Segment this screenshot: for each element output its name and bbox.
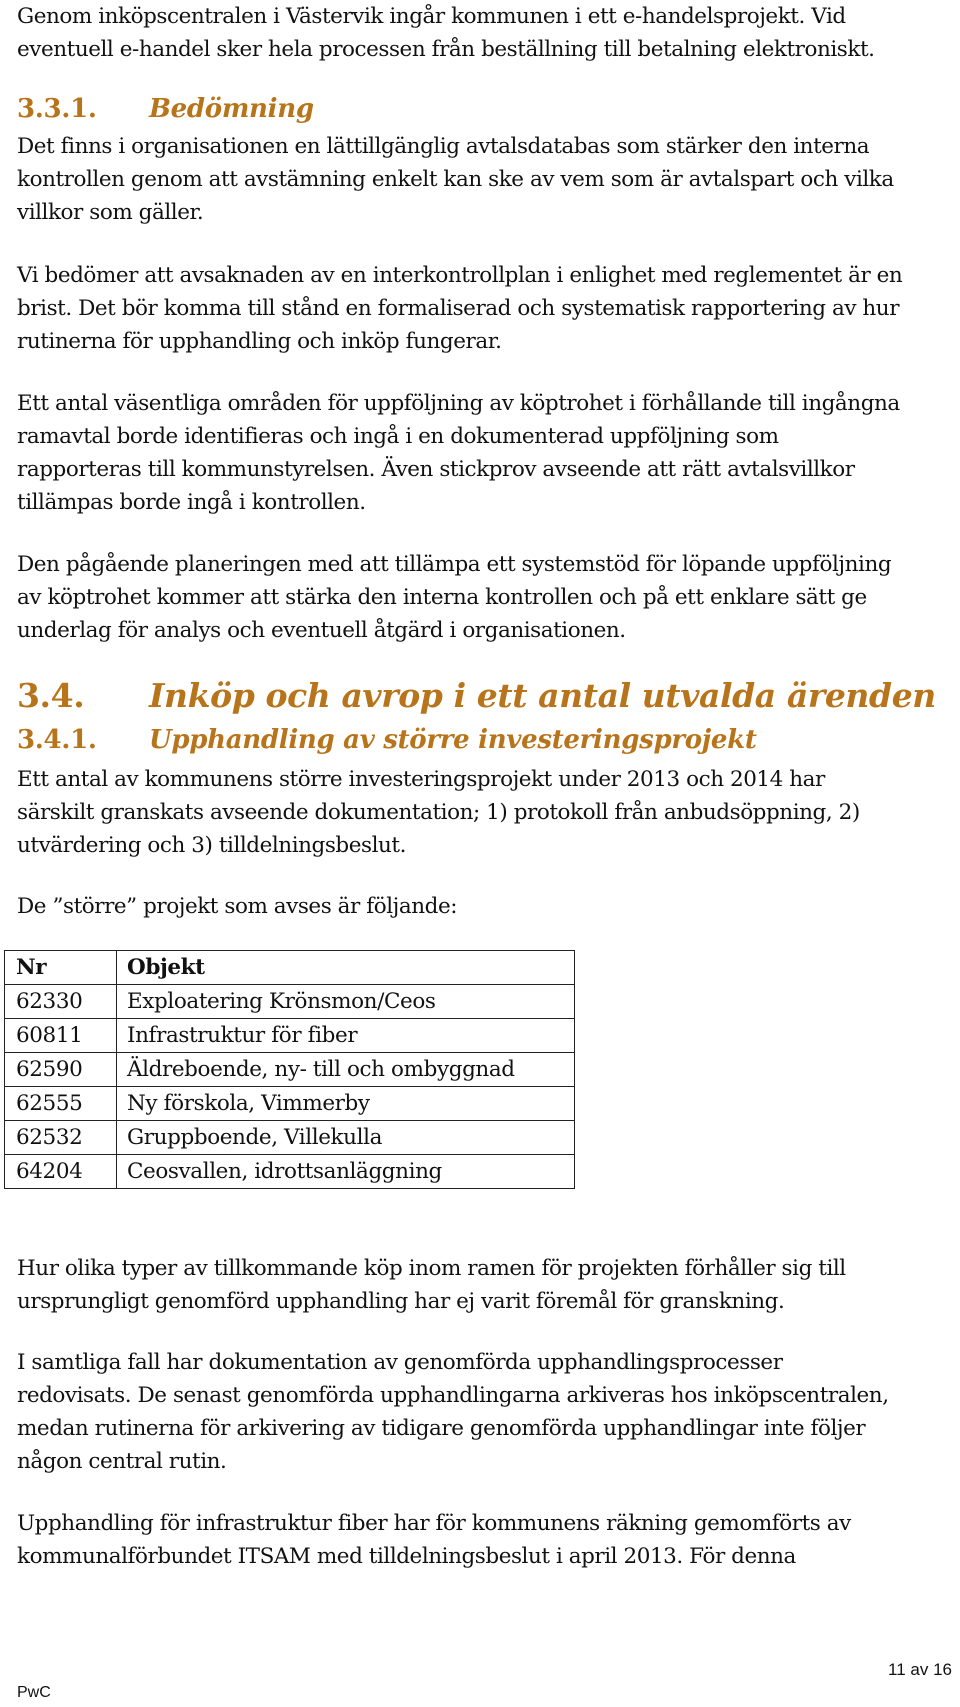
text-line: utvärdering och 3) tilldelningsbeslut. [17, 833, 406, 858]
table-row [5, 1019, 575, 1053]
heading-title: Upphandling av större investeringsprojekt [149, 725, 757, 755]
text-line: brist. Det bör komma till stånd en formaliserad och systematisk rapportering av hur [17, 296, 900, 321]
text-line: Vi bedömer att avsaknaden av en interkontrollplan i enlighet med reglementet är en [17, 263, 903, 288]
heading-3-4-1 [17, 723, 757, 757]
paragraph-intro [17, 0, 952, 66]
text-line: ramavtal borde identifieras och ingå i en dokumenterad uppföljning som [17, 424, 779, 449]
cell-objekt: Ny förskola, Vimmerby [117, 1087, 575, 1121]
text-line: Det finns i organisationen en lättillgänglig avtalsdatabas som stärker den interna [17, 134, 870, 159]
cell-objekt: Äldreboende, ny- till och ombyggnad [117, 1053, 575, 1087]
text-line: rapporteras till kommunstyrelsen. Även stickprov avseende att rätt avtalsvillkor [17, 457, 855, 482]
table-header-row [5, 951, 575, 985]
page-number: 11 av 16 [888, 1660, 952, 1679]
text-line: Upphandling för infrastruktur fiber har för kommunens räkning gemomförts av [17, 1511, 851, 1536]
paragraph-additional-purchases [17, 1252, 952, 1318]
table-row [5, 1155, 575, 1189]
cell-objekt: Gruppboende, Villekulla [117, 1121, 575, 1155]
text-line: tillämpas borde ingå i kontrollen. [17, 490, 366, 515]
paragraph-assessment-4 [17, 548, 952, 647]
table-row [5, 985, 575, 1019]
paragraph-assessment-3 [17, 387, 952, 519]
cell-nr: 60811 [5, 1019, 117, 1053]
cell-nr: 62590 [5, 1053, 117, 1087]
text-line: redovisats. De senast genomförda upphandlingarna arkiveras hos inköpscentralen, [17, 1383, 889, 1408]
paragraph-text [17, 1346, 952, 1478]
text-line: Hur olika typer av tillkommande köp inom ramen för projekten förhåller sig till [17, 1256, 846, 1281]
paragraph-text [17, 548, 952, 647]
text-line: Ett antal väsentliga områden för uppföljning av köptrohet i förhållande till ingångna [17, 391, 900, 416]
paragraph-text [17, 387, 952, 519]
heading-number: 3.3.1. [17, 94, 97, 124]
text-line: av köptrohet kommer att stärka den interna kontrollen och på ett enklare sätt ge [17, 585, 867, 610]
cell-objekt: Infrastruktur för fiber [117, 1019, 575, 1053]
column-header-objekt: Objekt [117, 951, 575, 985]
cell-objekt: Exploatering Krönsmon/Ceos [117, 985, 575, 1019]
heading-number: 3.4.1. [17, 725, 97, 755]
cell-objekt: Ceosvallen, idrottsanläggning [117, 1155, 575, 1189]
heading-3-3-1 [17, 92, 314, 126]
text-line: rutinerna för upphandling och inköp fungerar. [17, 329, 502, 354]
table-row [5, 1053, 575, 1087]
paragraph-projects-intro [17, 763, 952, 862]
text-line: särskilt granskats avseende dokumentation; 1) protokoll från anbudsöppning, 2) [17, 800, 860, 825]
text-line: I samtliga fall har dokumentation av genomförda upphandlingsprocesser [17, 1350, 783, 1375]
text-line: Ett antal av kommunens större investeringsprojekt under 2013 och 2014 har [17, 767, 825, 792]
heading-title: Inköp och avrop i ett antal utvalda ärenden [149, 676, 936, 715]
text-line: Den pågående planeringen med att tillämpa ett systemstöd för löpande uppföljning [17, 552, 892, 577]
paragraph-text [17, 130, 952, 229]
cell-nr: 62555 [5, 1087, 117, 1121]
text-line: Genom inköpscentralen i Västervik ingår kommunen i ett e-handelsprojekt. Vid [17, 4, 846, 29]
text-line: kommunalförbundet ITSAM med tilldelningsbeslut i april 2013. För denna [17, 1544, 796, 1569]
paragraph-assessment-1 [17, 130, 952, 229]
text-line: eventuell e-handel sker hela processen från beställning till betalning elektroniskt. [17, 37, 875, 62]
paragraph-text [17, 259, 952, 358]
table-row [5, 1121, 575, 1155]
paragraph-text [17, 890, 952, 923]
heading-3-4 [17, 675, 936, 717]
heading-title: Bedömning [149, 94, 314, 124]
paragraph-documentation [17, 1346, 952, 1478]
text-line: villkor som gäller. [17, 200, 204, 225]
paragraph-fiber [17, 1507, 952, 1573]
paragraph-assessment-2 [17, 259, 952, 358]
paragraph-text [17, 1507, 952, 1573]
paragraph-projects-lead [17, 890, 952, 923]
text-line: kontrollen genom att avstämning enkelt kan ske av vem som är avtalspart och vilka [17, 167, 894, 192]
cell-nr: 62330 [5, 985, 117, 1019]
column-header-nr: Nr [5, 951, 117, 985]
text-line: ursprungligt genomförd upphandling har ej varit föremål för granskning. [17, 1289, 785, 1314]
paragraph-text [17, 1252, 952, 1318]
cell-nr: 64204 [5, 1155, 117, 1189]
heading-number: 3.4. [17, 676, 85, 715]
table-row [5, 1087, 575, 1121]
text-line: någon central rutin. [17, 1449, 227, 1474]
paragraph-text [17, 763, 952, 862]
footer-brand: PwC [17, 1684, 51, 1701]
paragraph-text [17, 0, 952, 66]
text-line: underlag för analys och eventuell åtgärd i organisationen. [17, 618, 626, 643]
text-line: De ”större” projekt som avses är följande: [17, 894, 458, 919]
text-line: medan rutinerna för arkivering av tidigare genomförda upphandlingar inte följer [17, 1416, 866, 1441]
projects-table [4, 950, 575, 1189]
cell-nr: 62532 [5, 1121, 117, 1155]
